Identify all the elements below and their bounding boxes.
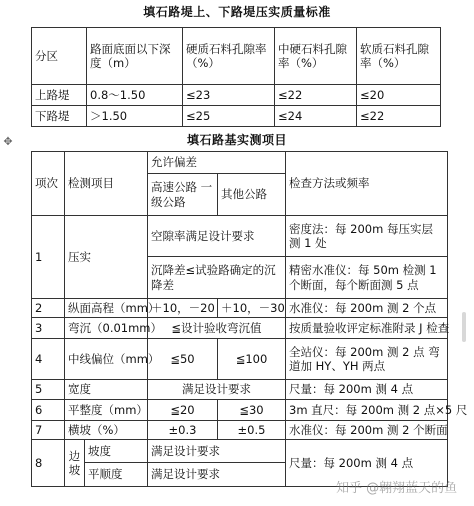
row-subitem: 坡度 bbox=[85, 440, 148, 463]
inspection-items-table bbox=[31, 151, 468, 487]
row-method: 全站仪：每 200m 测 2 点 弯道加 HY、YH 两点 bbox=[286, 339, 448, 380]
cell-hard: ≤23 bbox=[183, 85, 275, 106]
row-tol-other: ±0.5 bbox=[218, 421, 286, 440]
row-tol-other: ≦100 bbox=[218, 339, 286, 380]
row-tol-highway: ≦20 bbox=[148, 400, 218, 421]
header-seq: 项次 bbox=[32, 152, 65, 216]
row-seq: 6 bbox=[32, 400, 65, 421]
row-item: 横坡（%） bbox=[65, 421, 148, 440]
header-depth: 路面底面以下深度（m） bbox=[87, 28, 183, 85]
header-item: 检测项目 bbox=[65, 152, 148, 216]
row-tolerance: 空隙率满足设计要求 bbox=[148, 216, 286, 257]
row-method: 水准仪：每 200m 测 2 个断面 bbox=[286, 421, 448, 440]
table2-title: 填石路基实测项目 bbox=[186, 133, 287, 147]
row-item: 中线偏位（mm） bbox=[65, 339, 148, 380]
header-medium-rock: 中硬石料孔隙率（%） bbox=[275, 28, 357, 85]
cell-medium: ≤24 bbox=[275, 106, 357, 127]
header-hard-rock: 硬质石料孔隙率（%） bbox=[183, 28, 275, 85]
row-tol-highway: ＋10，－20 bbox=[148, 299, 218, 318]
compaction-standard-table bbox=[31, 27, 441, 127]
row-seq: 8 bbox=[32, 440, 65, 487]
header-other-road: 其他公路 bbox=[218, 174, 286, 216]
row-tol-other: ＋10，－30 bbox=[218, 299, 286, 318]
row-tolerance: ≦设计验收弯沉值 bbox=[148, 318, 286, 339]
row-method: 精密水准仪：每 50m 检测 1 个断面，每个断面测 5 点 bbox=[286, 257, 448, 299]
row-item: 平整度（mm） bbox=[65, 400, 148, 421]
cell-soft: ≤22 bbox=[357, 106, 441, 127]
row-tol-highway: ±0.3 bbox=[148, 421, 218, 440]
row-seq: 7 bbox=[32, 421, 65, 440]
cell-zone: 下路堤 bbox=[32, 106, 87, 127]
row-item: 宽度 bbox=[65, 380, 148, 400]
row-method: 密度法：每 200m 每压实层测 1 处 bbox=[286, 216, 448, 257]
row-tolerance: 满足设计要求 bbox=[148, 440, 286, 463]
watermark-text: 知乎 @翱翔蓝天的鱼 bbox=[336, 481, 458, 496]
cell-depth: 0.8～1.50 bbox=[87, 85, 183, 106]
move-handle-icon[interactable]: ✥ bbox=[3, 135, 13, 148]
row-seq: 1 bbox=[32, 216, 65, 299]
scrollbar[interactable] bbox=[462, 312, 466, 342]
cell-depth: ＞1.50 bbox=[87, 106, 183, 127]
row-item: 压实 bbox=[65, 216, 148, 299]
cell-medium: ≤22 bbox=[275, 85, 357, 106]
cell-zone: 上路堤 bbox=[32, 85, 87, 106]
header-highway: 高速公路 一级公路 bbox=[148, 174, 218, 216]
row-method: 尺量：每 200m 测 4 点 bbox=[286, 440, 448, 487]
header-soft-rock: 软质石料孔隙率（%） bbox=[357, 28, 441, 85]
row-method: 按质量验收评定标准附录 J 检查 bbox=[286, 318, 448, 339]
row-seq: 5 bbox=[32, 380, 65, 400]
row-method: 水准仪：每 200m 测 2 个点 bbox=[286, 299, 448, 318]
row-seq: 4 bbox=[32, 339, 65, 380]
header-method: 检查方法或频率 bbox=[286, 152, 448, 216]
row-tol-other: ≦30 bbox=[218, 400, 286, 421]
cell-hard: ≤25 bbox=[183, 106, 275, 127]
row-subitem: 平顺度 bbox=[85, 463, 148, 487]
row-item: 弯沉（0.01mm） bbox=[65, 318, 148, 339]
row-tolerance: 满足设计要求 bbox=[148, 463, 286, 487]
cell-soft: ≤20 bbox=[357, 85, 441, 106]
row-method: 尺量：每 200m 测 4 点 bbox=[286, 380, 448, 400]
table1-title: 填石路堤上、下路堤压实质量标准 bbox=[143, 5, 331, 19]
row-tolerance: 沉降差≤试验路确定的沉降差 bbox=[148, 257, 286, 299]
row-method: 3m 直尺：每 200m 测 2 点×5 尺 bbox=[286, 400, 448, 421]
row-item: 边坡 bbox=[65, 440, 85, 487]
row-seq: 2 bbox=[32, 299, 65, 318]
header-zone: 分区 bbox=[32, 28, 87, 85]
row-tolerance: 满足设计要求 bbox=[148, 380, 286, 400]
row-tol-highway: ≦50 bbox=[148, 339, 218, 380]
row-seq: 3 bbox=[32, 318, 65, 339]
header-tolerance: 允许偏差 bbox=[148, 152, 286, 174]
row-item: 纵面高程（mm） bbox=[65, 299, 148, 318]
